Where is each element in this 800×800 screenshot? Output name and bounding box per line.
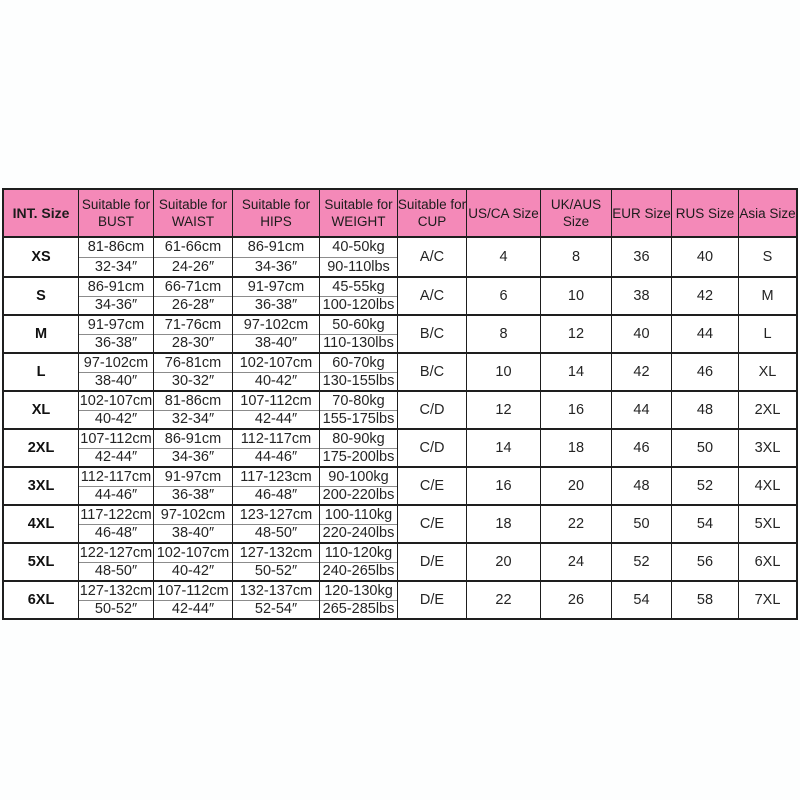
weight-lbs-value: 200-220lbs — [320, 486, 397, 505]
cup-cell: A/C — [398, 278, 467, 314]
waist-inch-value: 40-42″ — [154, 562, 232, 581]
header-waist-line1: Suitable for — [158, 197, 228, 212]
asia-cell: 3XL — [754, 440, 781, 456]
hips-cell — [233, 278, 320, 314]
us-ca-cell: 14 — [467, 430, 541, 466]
waist-cell — [154, 544, 233, 580]
bust-cm-value: 117-122cm — [80, 506, 152, 523]
eur-cell: 50 — [612, 506, 672, 542]
weight-lbs-value: 100-120lbs — [320, 296, 397, 315]
waist-cm-value: 76-81cm — [164, 354, 222, 371]
eur-cell: 46 — [612, 430, 672, 466]
weight-cell — [320, 354, 398, 390]
int-size-cell: S — [4, 278, 79, 314]
bust-cm-value: 86-91cm — [87, 278, 145, 295]
table-row — [4, 504, 796, 542]
header-waist — [154, 190, 233, 236]
hips-cm-value: 123-127cm — [239, 506, 313, 523]
cup-cell: C/D — [398, 430, 467, 466]
us-ca-cell: 8 — [467, 316, 541, 352]
hips-cm-value: 112-117cm — [240, 430, 312, 447]
header-waist-line2: WAIST — [171, 214, 215, 229]
hips-cm-value: 97-102cm — [243, 316, 309, 333]
weight-kg-value: 70-80kg — [332, 392, 385, 409]
header-asia-size: Asia Size — [739, 190, 796, 236]
asia-cell: 7XL — [754, 592, 781, 608]
hips-cm-value: 107-112cm — [240, 392, 312, 409]
waist-cm-value: 107-112cm — [157, 582, 229, 599]
hips-cm-value: 86-91cm — [247, 239, 305, 256]
bust-cm-value: 102-107cm — [79, 392, 153, 409]
header-hips-line1: Suitable for — [241, 197, 311, 212]
us-ca-cell: 16 — [467, 468, 541, 504]
asia-cell: 2XL — [754, 402, 781, 418]
cup-cell: B/C — [398, 316, 467, 352]
bust-cell — [79, 582, 154, 618]
weight-kg-value: 80-90kg — [332, 430, 385, 447]
bust-cm-value: 112-117cm — [80, 468, 152, 485]
bust-inch-value: 36-38″ — [79, 334, 153, 353]
hips-cell — [233, 392, 320, 428]
header-us-ca-size: US/CA Size — [467, 190, 541, 236]
hips-cell — [233, 430, 320, 466]
weight-kg-value: 110-120kg — [324, 544, 393, 561]
waist-cm-value: 86-91cm — [164, 430, 222, 447]
header-rus-size: RUS Size — [672, 190, 739, 236]
rus-cell: 44 — [672, 316, 739, 352]
int-size-cell: 6XL — [4, 582, 79, 618]
hips-cm-value: 102-107cm — [239, 354, 313, 371]
eur-cell: 44 — [612, 392, 672, 428]
hips-inch-value: 50-52″ — [233, 562, 319, 581]
hips-inch-value: 36-38″ — [233, 296, 319, 315]
table-row — [4, 428, 796, 466]
bust-cm-value: 107-112cm — [80, 430, 152, 447]
bust-cell — [79, 468, 154, 504]
weight-cell — [320, 468, 398, 504]
hips-cm-value: 117-123cm — [240, 468, 312, 485]
hips-inch-value: 34-36″ — [233, 257, 319, 277]
weight-kg-value: 60-70kg — [332, 354, 385, 371]
header-weight — [320, 190, 398, 236]
table-row — [4, 466, 796, 504]
bust-cm-value: 127-132cm — [79, 582, 153, 599]
int-size-cell: 3XL — [4, 468, 79, 504]
hips-cell — [233, 506, 320, 542]
header-uk-aus-line2: Size — [562, 214, 590, 229]
eur-cell: 42 — [612, 354, 672, 390]
weight-cell — [320, 544, 398, 580]
bust-inch-value: 42-44″ — [79, 448, 153, 467]
cup-cell: C/D — [398, 392, 467, 428]
header-bust-line1: Suitable for — [81, 197, 151, 212]
asia-cell: M — [761, 288, 774, 304]
us-ca-cell: 22 — [467, 582, 541, 618]
waist-cell — [154, 468, 233, 504]
weight-cell — [320, 392, 398, 428]
weight-cell — [320, 278, 398, 314]
us-ca-cell: 20 — [467, 544, 541, 580]
hips-cell — [233, 354, 320, 390]
bust-cell — [79, 392, 154, 428]
weight-kg-value: 40-50kg — [332, 239, 385, 256]
table-header-row — [4, 190, 796, 238]
weight-cell — [320, 506, 398, 542]
weight-cell — [320, 582, 398, 618]
waist-cm-value: 66-71cm — [164, 278, 222, 295]
bust-cell — [79, 430, 154, 466]
us-ca-cell: 4 — [467, 238, 541, 276]
hips-inch-value: 40-42″ — [233, 372, 319, 391]
header-bust — [79, 190, 154, 236]
bust-cell — [79, 506, 154, 542]
weight-kg-value: 50-60kg — [332, 316, 385, 333]
int-size-cell: XL — [4, 392, 79, 428]
header-eur-size: EUR Size — [612, 190, 672, 236]
waist-inch-value: 38-40″ — [154, 524, 232, 543]
uk-aus-cell: 16 — [541, 392, 612, 428]
header-weight-line2: WEIGHT — [331, 214, 386, 229]
rus-cell: 46 — [672, 354, 739, 390]
weight-lbs-value: 265-285lbs — [320, 600, 397, 619]
hips-cell — [233, 544, 320, 580]
asia-cell: 4XL — [754, 478, 781, 494]
uk-aus-cell: 26 — [541, 582, 612, 618]
int-size-cell: 5XL — [4, 544, 79, 580]
cup-cell: D/E — [398, 582, 467, 618]
waist-inch-value: 30-32″ — [154, 372, 232, 391]
us-ca-cell: 18 — [467, 506, 541, 542]
eur-cell: 48 — [612, 468, 672, 504]
int-size-cell: 2XL — [4, 430, 79, 466]
hips-cell — [233, 582, 320, 618]
header-bust-line2: BUST — [97, 214, 134, 229]
bust-cell — [79, 354, 154, 390]
hips-inch-value: 38-40″ — [233, 334, 319, 353]
waist-inch-value: 42-44″ — [154, 600, 232, 619]
waist-cell — [154, 582, 233, 618]
weight-kg-value: 90-100kg — [328, 468, 389, 485]
header-hips — [233, 190, 320, 236]
waist-inch-value: 36-38″ — [154, 486, 232, 505]
weight-lbs-value: 175-200lbs — [320, 448, 397, 467]
bust-cell — [79, 238, 154, 276]
us-ca-cell: 12 — [467, 392, 541, 428]
table-row — [4, 314, 796, 352]
uk-aus-cell: 22 — [541, 506, 612, 542]
waist-cm-value: 61-66cm — [164, 239, 222, 256]
waist-cell — [154, 278, 233, 314]
eur-cell: 40 — [612, 316, 672, 352]
weight-cell — [320, 238, 398, 276]
weight-lbs-value: 130-155lbs — [320, 372, 397, 391]
header-hips-line2: HIPS — [260, 214, 292, 229]
bust-inch-value: 40-42″ — [79, 410, 153, 429]
weight-cell — [320, 316, 398, 352]
waist-cell — [154, 238, 233, 276]
asia-cell: 5XL — [754, 516, 781, 532]
header-cup-line2: CUP — [417, 214, 447, 229]
waist-cell — [154, 392, 233, 428]
hips-cell — [233, 468, 320, 504]
bust-cm-value: 91-97cm — [87, 316, 145, 333]
header-weight-line1: Suitable for — [324, 197, 393, 212]
hips-cm-value: 91-97cm — [247, 278, 305, 295]
waist-inch-value: 24-26″ — [154, 257, 232, 277]
bust-cm-value: 97-102cm — [83, 354, 149, 371]
asia-cell: S — [762, 249, 773, 265]
rus-cell: 54 — [672, 506, 739, 542]
bust-cell — [79, 316, 154, 352]
weight-kg-value: 120-130kg — [324, 582, 393, 599]
header-uk-aus-size — [541, 190, 612, 236]
bust-cm-value: 81-86cm — [87, 239, 145, 256]
int-size-cell: M — [4, 316, 79, 352]
weight-lbs-value: 240-265lbs — [320, 562, 397, 581]
bust-inch-value: 44-46″ — [79, 486, 153, 505]
uk-aus-cell: 18 — [541, 430, 612, 466]
waist-cm-value: 91-97cm — [164, 468, 222, 485]
weight-lbs-value: 90-110lbs — [320, 257, 397, 277]
uk-aus-cell: 14 — [541, 354, 612, 390]
eur-cell: 36 — [612, 238, 672, 276]
int-size-cell: XS — [4, 238, 79, 276]
weight-lbs-value: 155-175lbs — [320, 410, 397, 429]
cup-cell: C/E — [398, 506, 467, 542]
table-row — [4, 352, 796, 390]
rus-cell: 58 — [672, 582, 739, 618]
rus-cell: 56 — [672, 544, 739, 580]
waist-cm-value: 71-76cm — [164, 316, 222, 333]
cup-cell: A/C — [398, 238, 467, 276]
table-row — [4, 276, 796, 314]
bust-cm-value: 122-127cm — [79, 544, 153, 561]
header-cup — [398, 190, 467, 236]
weight-lbs-value: 110-130lbs — [320, 334, 397, 353]
uk-aus-cell: 8 — [541, 238, 612, 276]
bust-cell — [79, 544, 154, 580]
uk-aus-cell: 10 — [541, 278, 612, 314]
waist-cell — [154, 316, 233, 352]
waist-inch-value: 34-36″ — [154, 448, 232, 467]
eur-cell: 38 — [612, 278, 672, 314]
table-row — [4, 542, 796, 580]
bust-inch-value: 34-36″ — [79, 296, 153, 315]
size-chart-table — [2, 188, 798, 620]
header-uk-aus-line1: UK/AUS — [550, 197, 602, 212]
header-cup-line1: Suitable for — [398, 197, 467, 212]
rus-cell: 48 — [672, 392, 739, 428]
rus-cell: 42 — [672, 278, 739, 314]
weight-kg-value: 100-110kg — [324, 506, 393, 523]
uk-aus-cell: 20 — [541, 468, 612, 504]
eur-cell: 52 — [612, 544, 672, 580]
int-size-cell: L — [4, 354, 79, 390]
hips-inch-value: 48-50″ — [233, 524, 319, 543]
asia-cell: 6XL — [754, 554, 781, 570]
uk-aus-cell: 12 — [541, 316, 612, 352]
hips-cm-value: 127-132cm — [239, 544, 313, 561]
hips-inch-value: 44-46″ — [233, 448, 319, 467]
cup-cell: D/E — [398, 544, 467, 580]
weight-kg-value: 45-55kg — [332, 278, 385, 295]
table-row — [4, 390, 796, 428]
us-ca-cell: 6 — [467, 278, 541, 314]
weight-lbs-value: 220-240lbs — [320, 524, 397, 543]
weight-cell — [320, 430, 398, 466]
hips-inch-value: 52-54″ — [233, 600, 319, 619]
asia-cell: XL — [758, 364, 777, 380]
waist-cm-value: 97-102cm — [160, 506, 226, 523]
waist-inch-value: 28-30″ — [154, 334, 232, 353]
rus-cell: 50 — [672, 430, 739, 466]
waist-cm-value: 81-86cm — [164, 392, 222, 409]
waist-cell — [154, 354, 233, 390]
bust-inch-value: 38-40″ — [79, 372, 153, 391]
hips-cell — [233, 238, 320, 276]
cup-cell: B/C — [398, 354, 467, 390]
waist-inch-value: 32-34″ — [154, 410, 232, 429]
hips-inch-value: 46-48″ — [233, 486, 319, 505]
bust-cell — [79, 278, 154, 314]
bust-inch-value: 48-50″ — [79, 562, 153, 581]
table-row — [4, 238, 796, 276]
header-int-size: INT. Size — [4, 190, 79, 236]
int-size-cell: 4XL — [4, 506, 79, 542]
rus-cell: 40 — [672, 238, 739, 276]
us-ca-cell: 10 — [467, 354, 541, 390]
cup-cell: C/E — [398, 468, 467, 504]
waist-cm-value: 102-107cm — [156, 544, 230, 561]
bust-inch-value: 32-34″ — [79, 257, 153, 277]
bust-inch-value: 46-48″ — [79, 524, 153, 543]
hips-inch-value: 42-44″ — [233, 410, 319, 429]
waist-cell — [154, 430, 233, 466]
hips-cm-value: 132-137cm — [239, 582, 313, 599]
table-row — [4, 580, 796, 618]
asia-cell: L — [763, 326, 772, 342]
eur-cell: 54 — [612, 582, 672, 618]
rus-cell: 52 — [672, 468, 739, 504]
table-body — [4, 238, 796, 618]
waist-cell — [154, 506, 233, 542]
bust-inch-value: 50-52″ — [79, 600, 153, 619]
uk-aus-cell: 24 — [541, 544, 612, 580]
hips-cell — [233, 316, 320, 352]
waist-inch-value: 26-28″ — [154, 296, 232, 315]
